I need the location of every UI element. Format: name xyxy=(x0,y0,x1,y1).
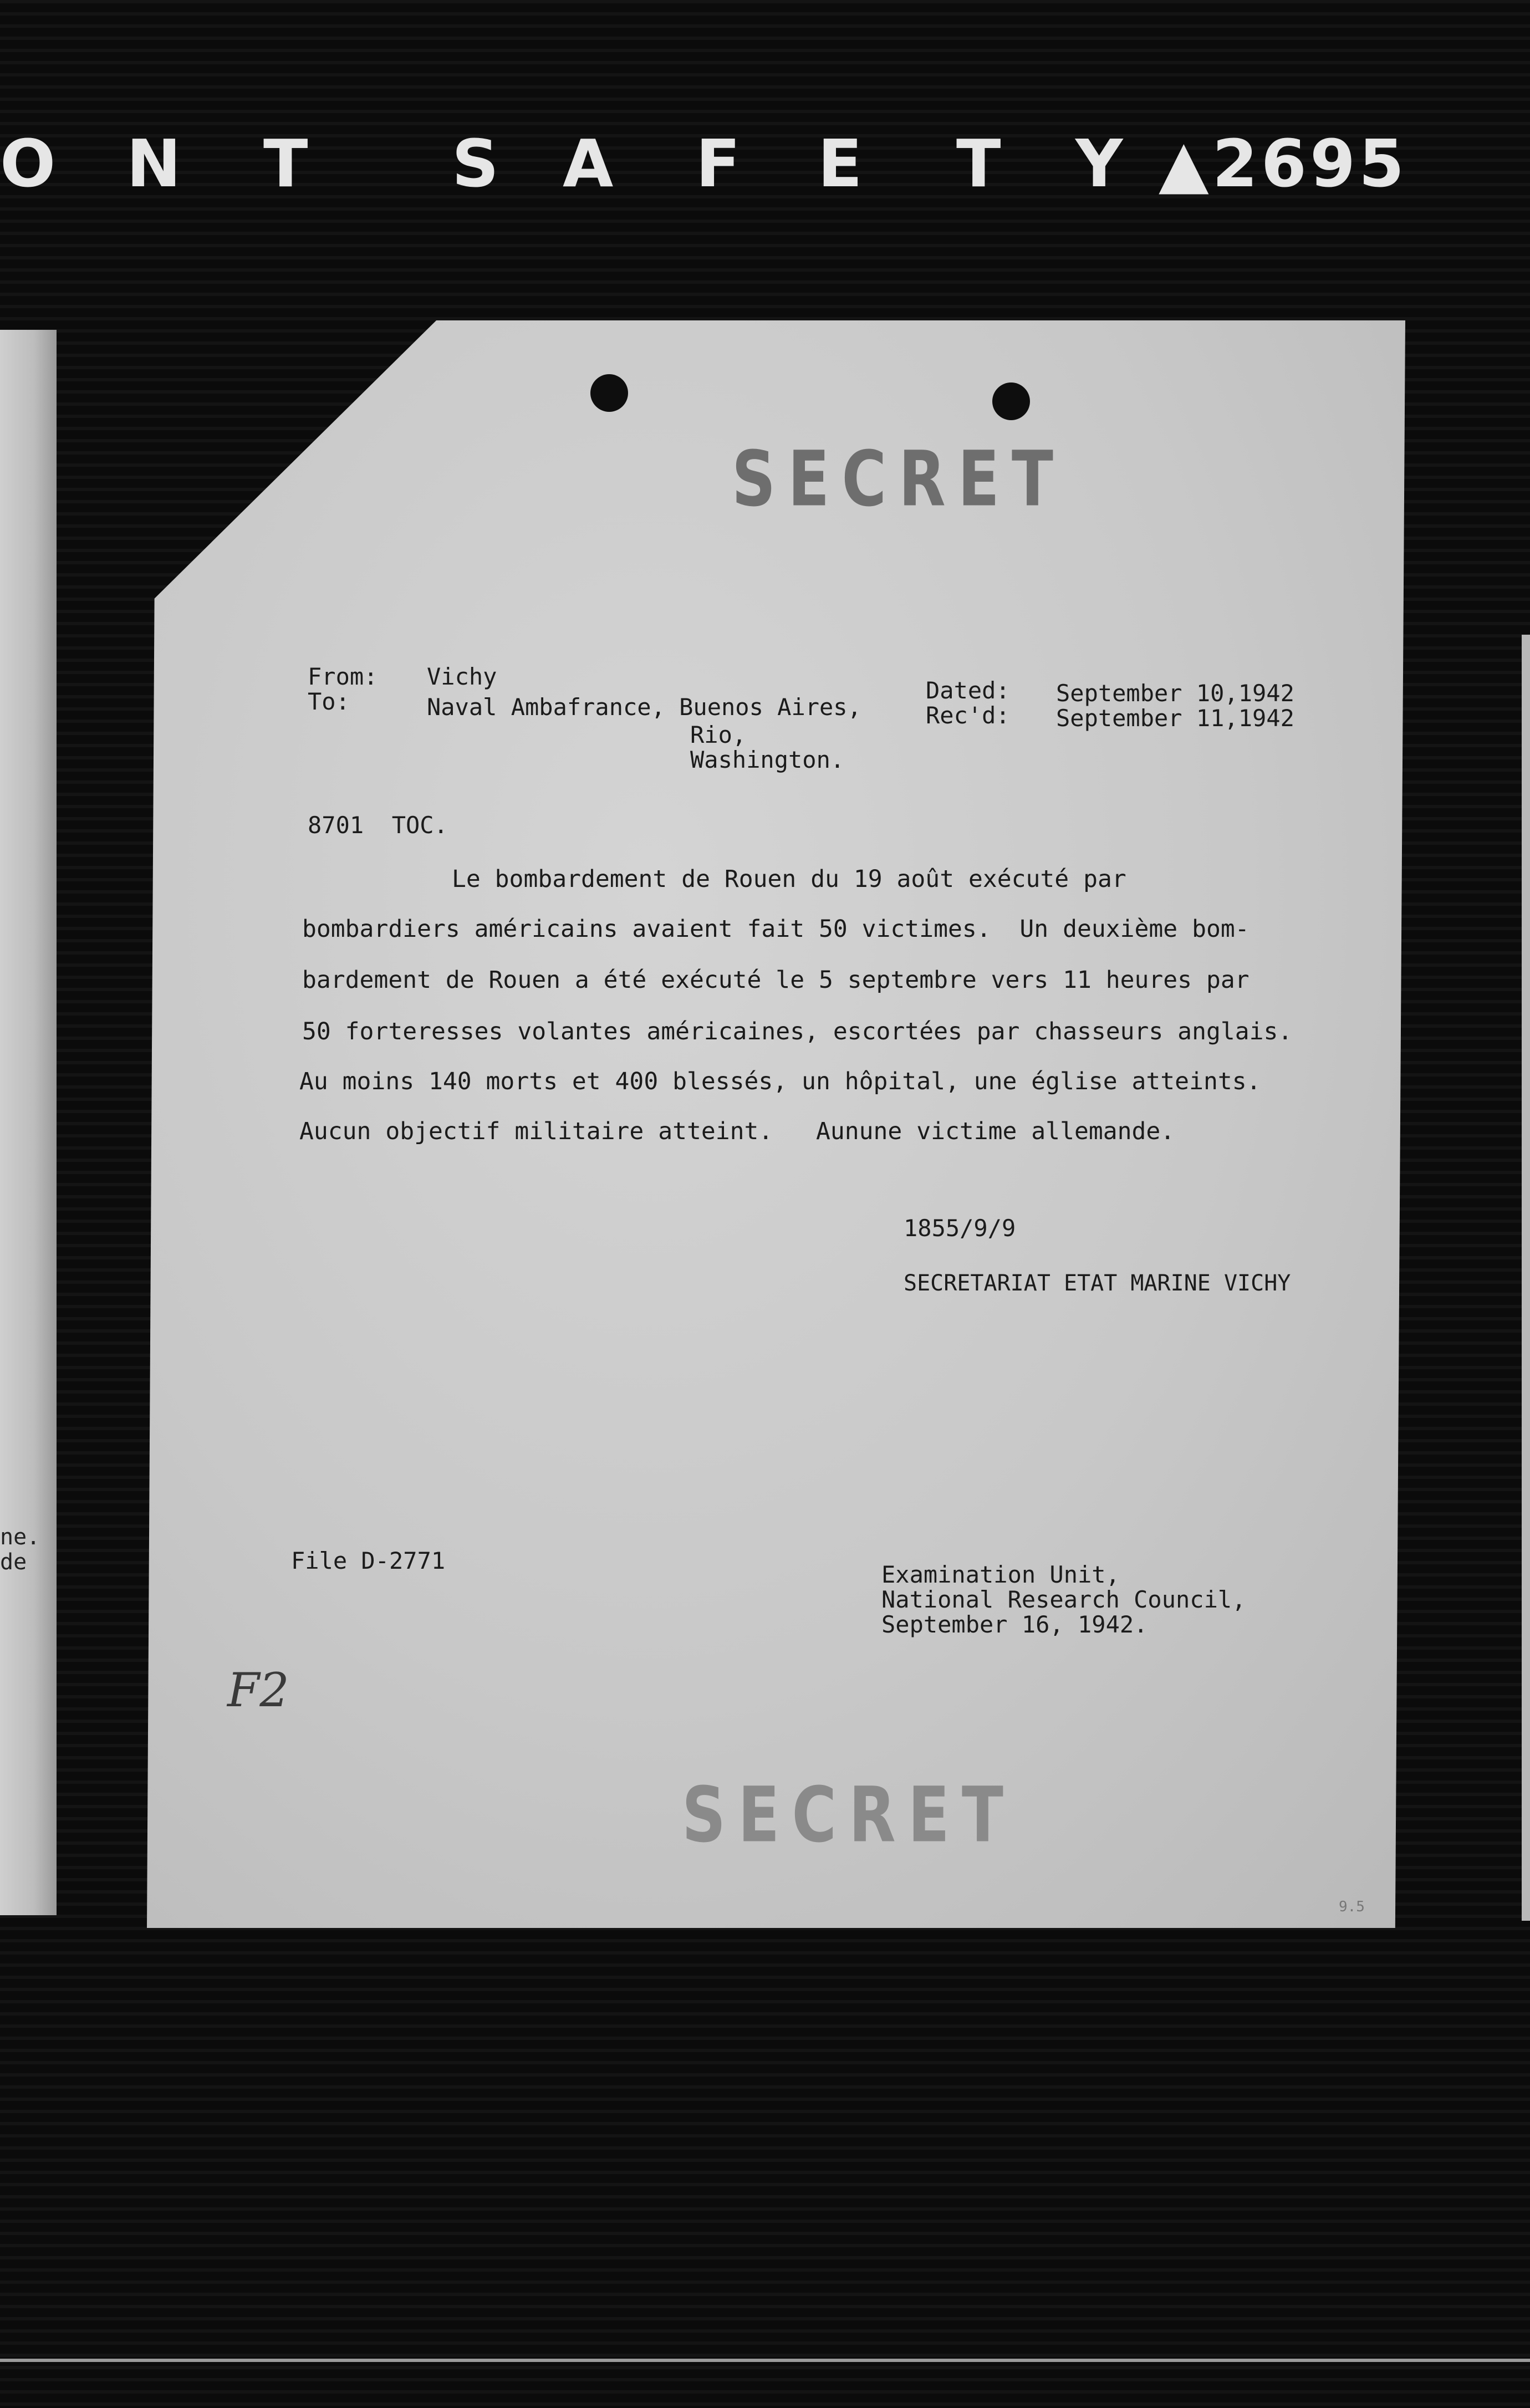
body-line: bombardiers américains avaient fait 50 victimes. Un deuxième bom- xyxy=(302,915,1250,943)
exam-unit-line1: Examination Unit, xyxy=(881,1561,1120,1588)
signature-name: SECRETARIAT ETAT MARINE VICHY xyxy=(904,1271,1291,1296)
edge-letter: O xyxy=(0,125,59,202)
message-reference: 8701 TOC. xyxy=(308,812,448,839)
body-line: Aucun objectif militaire atteint. Aunune victime allemande. xyxy=(299,1118,1175,1145)
to-value-line1: Naval Ambafrance, Buenos Aires, xyxy=(427,693,861,721)
from-label: From: xyxy=(308,663,378,690)
film-bottom-line xyxy=(0,2359,1530,2362)
from-value: Vichy xyxy=(427,663,497,690)
edge-letter: A xyxy=(563,125,617,202)
body-line: Au moins 140 morts et 400 blessés, un hôpital, une église atteints. xyxy=(299,1068,1261,1095)
edge-letter: F xyxy=(696,125,744,202)
dated-label: Dated: xyxy=(926,677,1010,704)
exam-unit-line3: September 16, 1942. xyxy=(881,1611,1148,1638)
dated-value: September 10,1942 xyxy=(1056,680,1294,707)
to-value-line3: Washington. xyxy=(690,746,845,773)
punch-hole xyxy=(590,374,628,412)
film-edge-print xyxy=(0,125,1530,202)
body-line: 50 forteresses volantes américaines, escortées par chasseurs anglais. xyxy=(302,1018,1293,1045)
body-line: Le bombardement de Rouen du 19 août exécuté par xyxy=(452,865,1126,893)
secret-stamp-top: SECRET xyxy=(732,435,1065,523)
edge-letter: T xyxy=(263,125,312,202)
exam-unit-line2: National Research Council, xyxy=(881,1586,1246,1613)
secret-stamp-bottom: SECRET xyxy=(682,1771,1016,1859)
recd-label: Rec'd: xyxy=(926,702,1010,729)
corner-pencil-mark: 9.5 xyxy=(1339,1899,1365,1915)
to-value-line2: Rio, xyxy=(690,721,747,748)
signature-code: 1855/9/9 xyxy=(904,1215,1016,1242)
adjacent-text-fragment: de xyxy=(0,1549,27,1575)
punch-hole xyxy=(992,382,1030,420)
adjacent-frame-left xyxy=(0,330,57,1915)
adjacent-frame-right xyxy=(1522,635,1530,1921)
edge-letter: T xyxy=(956,125,1004,202)
edge-letter: E xyxy=(818,125,866,202)
adjacent-text-fragment: ne. xyxy=(0,1524,40,1550)
edge-letter: S xyxy=(452,125,502,202)
to-label: To: xyxy=(308,688,350,715)
edge-letter: N xyxy=(126,125,185,202)
body-line: bardement de Rouen a été exécuté le 5 septembre vers 11 heures par xyxy=(302,966,1250,994)
file-reference: File D-2771 xyxy=(291,1547,446,1574)
edge-letter: Y xyxy=(1075,125,1126,202)
recd-value: September 11,1942 xyxy=(1056,705,1294,732)
frame-number: ▲2695 xyxy=(1159,125,1408,202)
handwritten-note: F2 xyxy=(227,1663,289,1717)
